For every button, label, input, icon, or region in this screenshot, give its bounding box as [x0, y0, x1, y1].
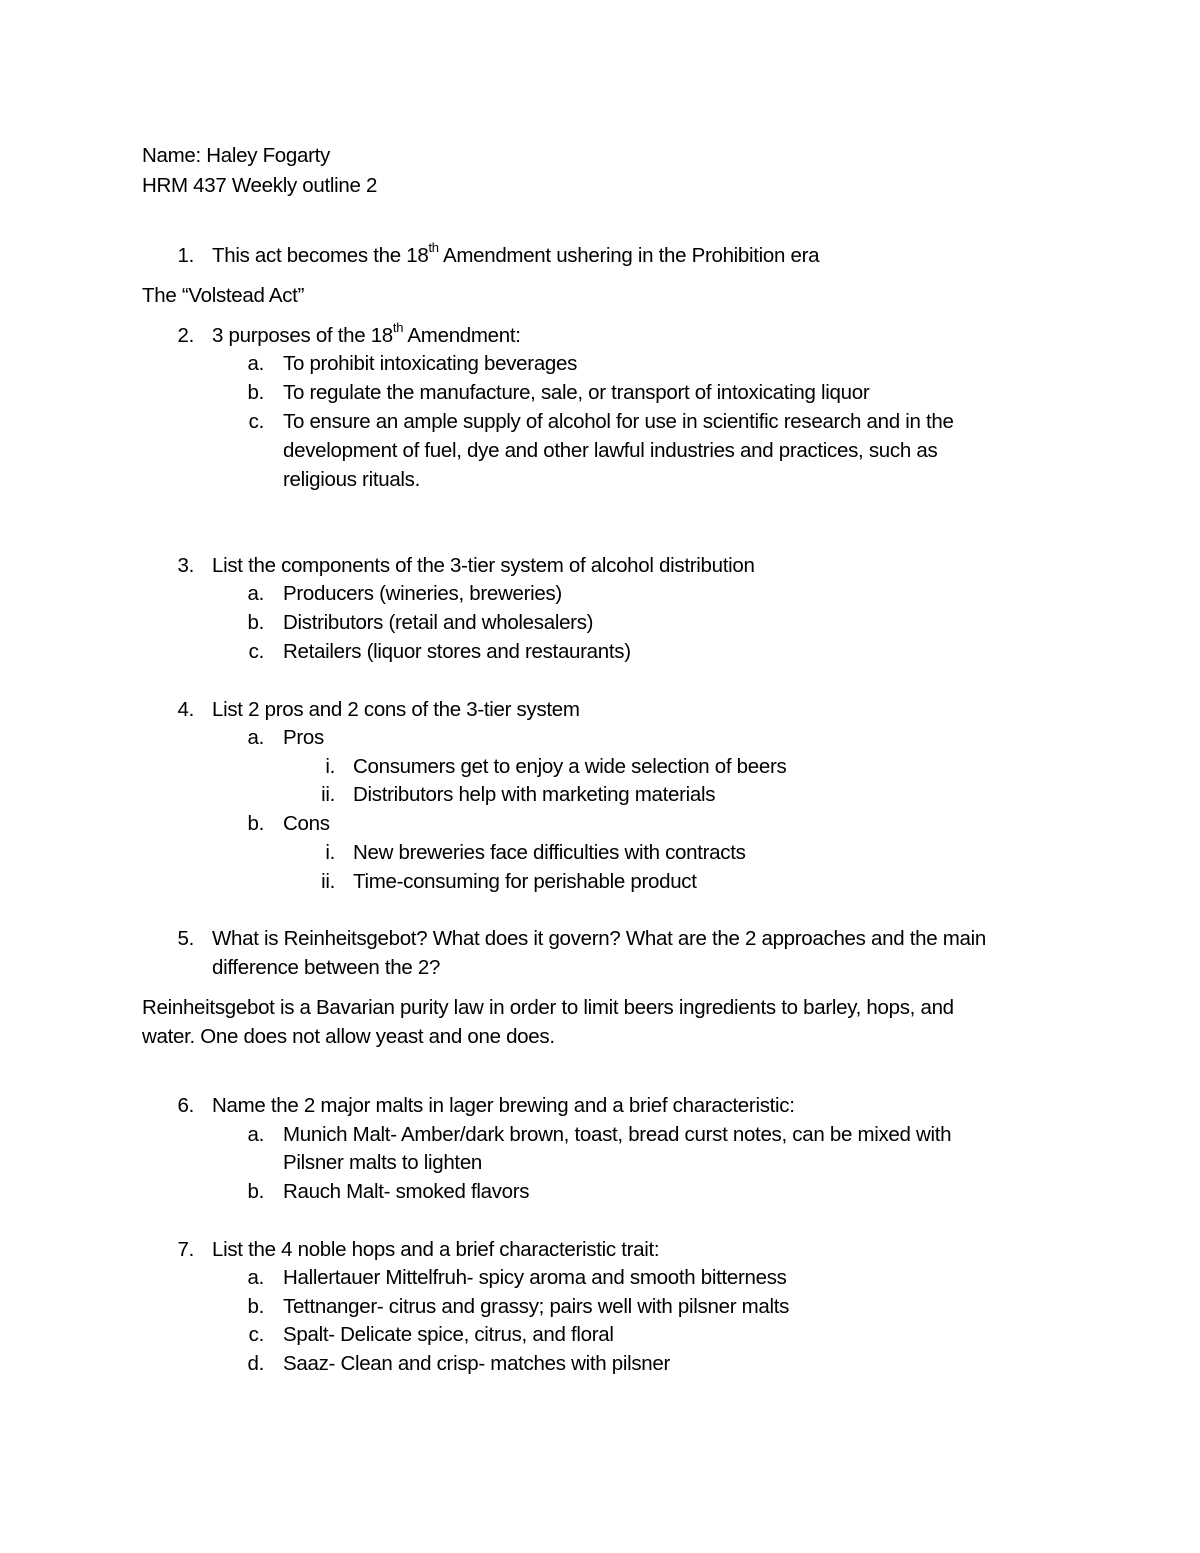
question-6-item-a-line-1: Munich Malt- Amber/dark brown, toast, bread curst notes, can be mixed with [283, 1123, 952, 1146]
student-name: Name: Haley Fogarty [142, 144, 330, 167]
course-title: HRM 437 Weekly outline 2 [142, 174, 378, 197]
question-4-pros-item-1-marker: i. [325, 755, 335, 778]
question-3-number: 3. [177, 554, 194, 577]
question-7-item-a-marker: a. [247, 1266, 264, 1289]
question-4-pros-label: Pros [283, 726, 324, 749]
question-7-item-c: Spalt- Delicate spice, citrus, and floral [283, 1323, 614, 1346]
question-7-item-d: Saaz- Clean and crisp- matches with pilsner [283, 1352, 671, 1375]
question-3-item-c: Retailers (liquor stores and restaurants) [283, 640, 631, 663]
question-7-item-a: Hallertauer Mittelfruh- spicy aroma and smooth bitterness [283, 1266, 787, 1289]
question-4-pros-item-1: Consumers get to enjoy a wide selection of beers [353, 755, 787, 778]
question-7-item-c-marker: c. [248, 1323, 264, 1346]
question-2-text: 3 purposes of the 18th Amendment: [212, 320, 521, 347]
question-5-answer-line-2: water. One does not allow yeast and one does. [142, 1025, 555, 1048]
question-4-cons-label: Cons [283, 812, 330, 835]
question-4-text: List 2 pros and 2 cons of the 3-tier system [212, 698, 580, 721]
question-6-number: 6. [177, 1094, 194, 1117]
question-6-item-b: Rauch Malt- smoked flavors [283, 1180, 530, 1203]
question-4-pros-item-2-marker: ii. [321, 783, 335, 806]
question-1-number: 1. [177, 244, 194, 267]
question-1-answer: The “Volstead Act” [142, 284, 305, 307]
question-4-cons-marker: b. [247, 812, 264, 835]
question-3-item-b: Distributors (retail and wholesalers) [283, 611, 594, 634]
question-3-text: List the components of the 3-tier system of alcohol distribution [212, 554, 755, 577]
question-7-item-d-marker: d. [247, 1352, 264, 1375]
question-2-item-b: To regulate the manufacture, sale, or transport of intoxicating liquor [283, 381, 870, 404]
question-2-item-c-line-1: To ensure an ample supply of alcohol for use in scientific research and in the [283, 410, 954, 433]
question-1-text: This act becomes the 18th Amendment ushering in the Prohibition era [212, 240, 820, 267]
question-7-number: 7. [177, 1238, 194, 1261]
question-3-item-b-marker: b. [247, 611, 264, 634]
question-5-text-line-2: difference between the 2? [212, 956, 441, 979]
question-3-item-c-marker: c. [248, 640, 264, 663]
question-4-cons-item-1: New breweries face difficulties with contracts [353, 841, 746, 864]
question-4-number: 4. [177, 698, 194, 721]
question-2-item-c-line-2: development of fuel, dye and other lawful industries and practices, such as [283, 439, 938, 462]
question-6-item-a-line-2: Pilsner malts to lighten [283, 1151, 483, 1174]
question-4-cons-item-2: Time-consuming for perishable product [353, 870, 697, 893]
question-4-cons-item-1-marker: i. [325, 841, 335, 864]
question-3-item-a-marker: a. [247, 582, 264, 605]
question-2-item-a: To prohibit intoxicating beverages [283, 352, 578, 375]
question-2-item-c-marker: c. [248, 410, 264, 433]
question-6-item-b-marker: b. [247, 1180, 264, 1203]
question-6-item-a-marker: a. [247, 1123, 264, 1146]
question-7-item-b-marker: b. [247, 1295, 264, 1318]
question-5-text-line-1: What is Reinheitsgebot? What does it govern? What are the 2 approaches and the main [212, 927, 986, 950]
question-2-item-c-line-3: religious rituals. [283, 468, 421, 491]
question-4-pros-item-2: Distributors help with marketing materials [353, 783, 716, 806]
question-4-pros-marker: a. [247, 726, 264, 749]
question-4-cons-item-2-marker: ii. [321, 870, 335, 893]
question-6-text: Name the 2 major malts in lager brewing and a brief characteristic: [212, 1094, 795, 1117]
question-5-answer-line-1: Reinheitsgebot is a Bavarian purity law in order to limit beers ingredients to barley, hops, and [142, 996, 954, 1019]
question-7-text: List the 4 noble hops and a brief characteristic trait: [212, 1238, 660, 1261]
question-3-item-a: Producers (wineries, breweries) [283, 582, 562, 605]
question-7-item-b: Tettnanger- citrus and grassy; pairs well with pilsner malts [283, 1295, 790, 1318]
question-5-number: 5. [177, 927, 194, 950]
question-2-item-b-marker: b. [247, 381, 264, 404]
question-2-number: 2. [177, 324, 194, 347]
question-2-item-a-marker: a. [247, 352, 264, 375]
